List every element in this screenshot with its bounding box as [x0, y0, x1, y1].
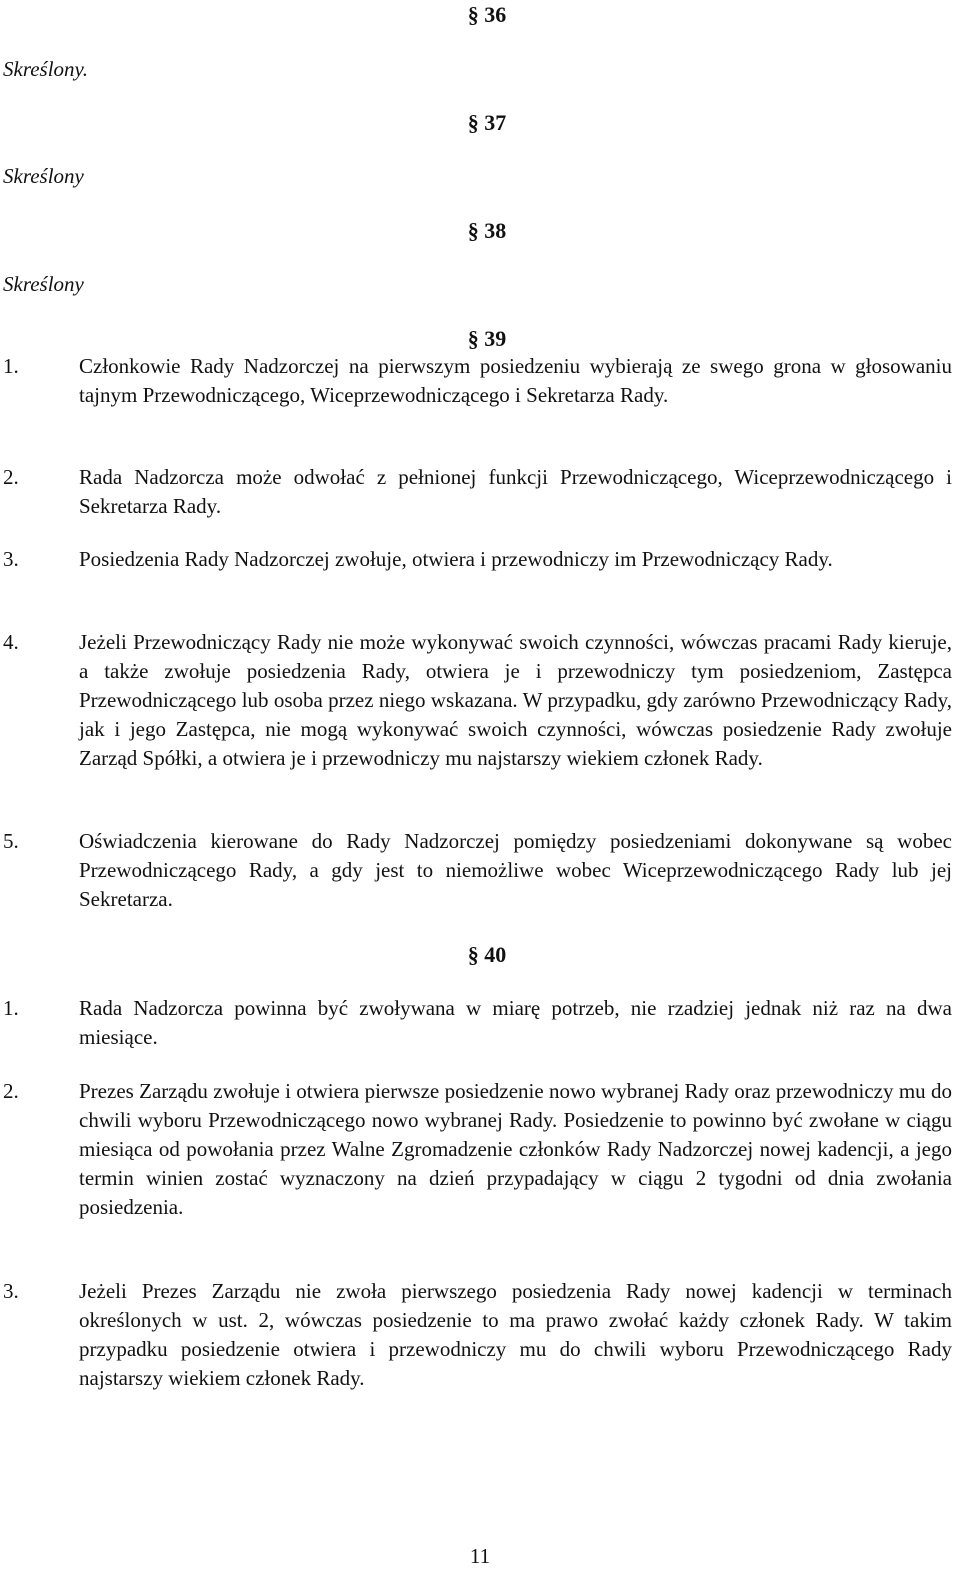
- paragraph-number: 1.: [3, 354, 19, 378]
- section-38-text: Skreślony: [3, 272, 84, 296]
- paragraph-text: Członkowie Rady Nadzorczej na pierwszym posiedzeniu wybierają ze swego grona w głosowaniu tajnym Przewodniczącego, Wiceprzewodniczącego i Sekretarza Rady.: [79, 354, 952, 407]
- paragraph-number: 3.: [3, 1279, 19, 1303]
- paragraph-number: 4.: [3, 630, 19, 654]
- section-heading-40: § 40: [467, 942, 507, 967]
- paragraph-text: Jeżeli Prezes Zarządu nie zwoła pierwszego posiedzenia Rady nowej kadencji w terminach określonych w ust. 2, wówczas posiedzenie to ma prawo zwołać każdy członek Rady. W takim przypadku posiedzenie otwiera i przewodniczy mu do chwili wyboru Przewodniczącego Rady najstarszy wiekiem członek Rady.: [79, 1279, 952, 1390]
- section-heading-39: § 39: [467, 326, 507, 351]
- section-heading-37: § 37: [467, 110, 507, 135]
- paragraph-number: 3.: [3, 547, 19, 571]
- section-37-text: Skreślony: [3, 164, 84, 188]
- section-heading-38: § 38: [467, 218, 507, 243]
- paragraph-number: 2.: [3, 465, 19, 489]
- paragraph-text: Jeżeli Przewodniczący Rady nie może wykonywać swoich czynności, wówczas pracami Rady kieruje, a także zwołuje posiedzenia Rady, otwiera je i przewodniczy tym posiedzeniom, Zastępca Przewodniczącego lub osoba przez niego wskazana. W przypadku, gdy zarówno Przewodniczący Rady, jak i jego Zastępca, nie mogą wykonywać swoich czynności, wówczas posiedzenie Rady zwołuje Zarząd Spółki, a otwiera je i przewodniczy mu najstarszy wiekiem członek Rady.: [79, 630, 952, 770]
- paragraph-text: Oświadczenia kierowane do Rady Nadzorczej pomiędzy posiedzeniami dokonywane są wobec Przewodniczącego Rady, a gdy jest to niemożliwe wobec Wiceprzewodniczącego Rady lub jej Sekretarza.: [79, 829, 952, 911]
- paragraph-number: 2.: [3, 1079, 19, 1103]
- paragraph-number: 1.: [3, 996, 19, 1020]
- paragraph-text: Posiedzenia Rady Nadzorczej zwołuje, otwiera i przewodniczy im Przewodniczący Rady.: [79, 547, 833, 571]
- paragraph-text: Rada Nadzorcza może odwołać z pełnionej funkcji Przewodniczącego, Wiceprzewodniczącego i Sekretarza Rady.: [79, 465, 952, 518]
- paragraph-text: Prezes Zarządu zwołuje i otwiera pierwsze posiedzenie nowo wybranej Rady oraz przewodniczy mu do chwili wyboru Przewodniczącego nowo wybranej Rady. Posiedzenie to powinno być zwołane w ciągu miesiąca od powołania przez Walne Zgromadzenie członków Rady Nadzorczej nowej kadencji, a jego termin winien zostać wyznaczony na dzień przypadający w ciągu 2 tygodni od dnia zwołania posiedzenia.: [79, 1079, 952, 1219]
- paragraph-number: 5.: [3, 829, 19, 853]
- page-number: 11: [469, 1544, 491, 1568]
- paragraph-text: Rada Nadzorcza powinna być zwoływana w miarę potrzeb, nie rzadziej jednak niż raz na dwa miesiące.: [79, 996, 952, 1049]
- section-heading-36: § 36: [467, 2, 507, 27]
- section-36-text: Skreślony.: [3, 57, 88, 81]
